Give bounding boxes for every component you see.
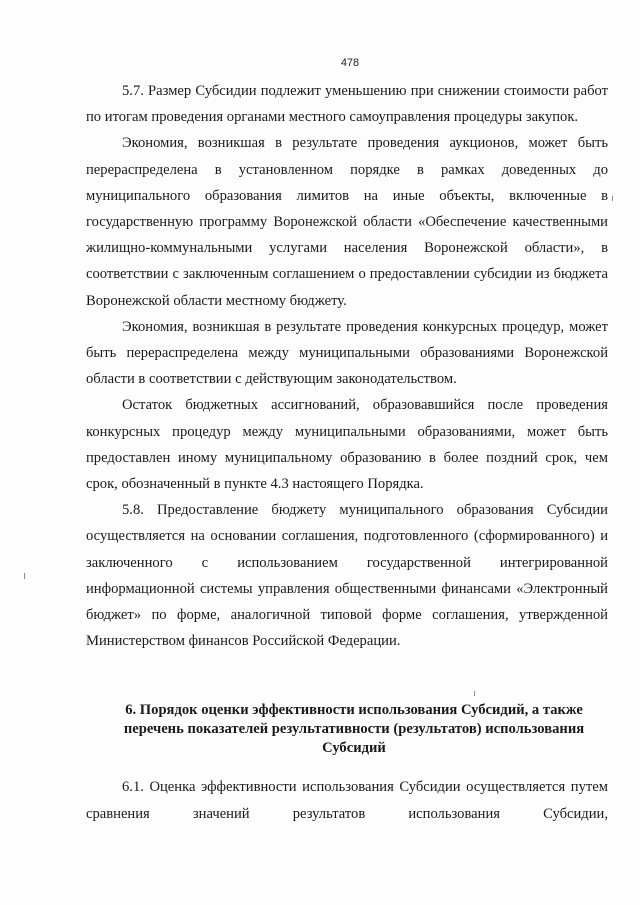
document-body (86, 78, 608, 827)
paragraph-6-1: 6.1. Оценка эффективности использования Субсидии осуществляется путем сравнения значений результатов использования Субсидии, (86, 779, 608, 822)
paragraph-5-7: 5.7. Размер Субсидии подлежит уменьшению при снижении стоимости работ по итогам проведения органами местного самоуправления процедуры закупок. (86, 83, 608, 126)
section-heading-6: 6. Порядок оценки эффективности использования Субсидий, а также перечень показателей результативности (результатов) использования Субсидий (123, 702, 585, 757)
paragraph-5-8: 5.8. Предоставление бюджету муниципального образования Субсидии осуществляется на основании соглашения, подготовленного (сформированного) и заключенного с использованием государственной интегрированной информационной системы управления общественными финансами «Электронный бюджет» по форме, аналогичной типовой форме соглашения, утвержденной Министерством финансов Российской Федерации. (86, 502, 608, 650)
scan-artifact-mark (474, 691, 475, 696)
paragraph-budget-remainder: Остаток бюджетных ассигнований, образовавшийся после проведения конкурсных процедур между муниципальными образованиями, может быть предоставлен иному муниципальному образованию в более поздний срок, чем срок, обозначенный в пункте 4.3 настоящего Порядка. (86, 397, 608, 493)
scan-artifact-mark (612, 196, 613, 201)
scan-artifact-mark (24, 573, 25, 579)
paragraph-competitive-savings: Экономия, возникшая в результате проведения конкурсных процедур, может быть перераспределена между муниципальными образованиями Воронежской области в соответствии с действующим законодательством. (86, 318, 608, 388)
page-number: 478 (340, 57, 360, 69)
paragraph-auction-savings: Экономия, возникшая в результате проведения аукционов, может быть перераспределена в установленном порядке в рамках доведенных до муниципального образования лимитов на иные объекты, включенные в государственную программу Воронежской области «Обеспечение качественными жилищно-коммунальными услугами населения Воронежской области», в соответствии с заключенным соглашением о предоставлении субсидии из бюджета Воронежской области местному бюджету. (86, 135, 608, 309)
